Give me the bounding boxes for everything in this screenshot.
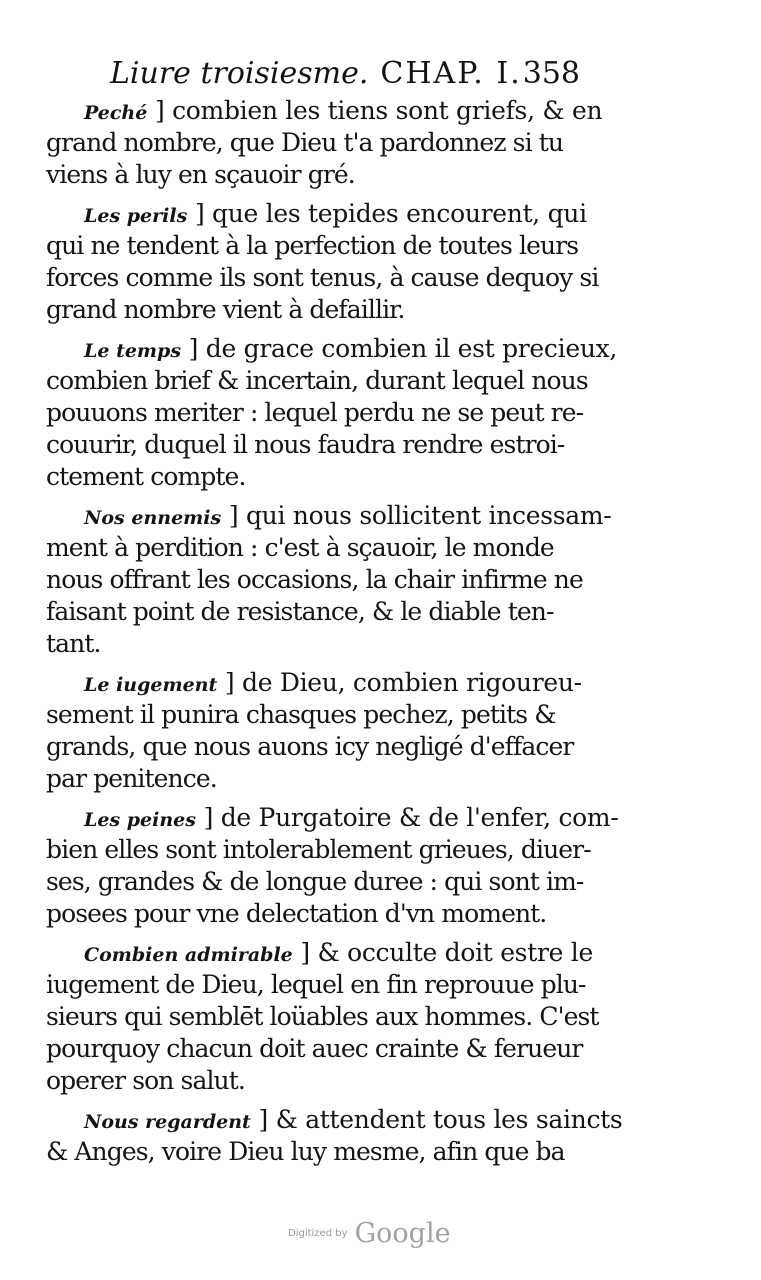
text-line — [46, 628, 576, 660]
text-line — [46, 262, 599, 294]
digitization-watermark — [288, 1218, 488, 1254]
running-header — [110, 52, 580, 96]
line-text: qui ne tendent à la perfection de toutes leurs — [46, 231, 579, 260]
line-text: ] & occulte doit estre le — [300, 938, 593, 967]
page-number: 358 — [522, 56, 580, 91]
gloss-paragraph — [46, 802, 619, 930]
line-text: ] de grace combien il est precieux, — [188, 334, 618, 363]
line-text: & Anges, voire Dieu luy mesme, afin que ba — [46, 1137, 565, 1166]
text-line — [46, 397, 584, 429]
line-text: ] que les tepides encourent, qui — [194, 199, 587, 228]
line-text: bien elles sont intolerablement grieues, diuer- — [46, 835, 591, 864]
text-body — [46, 95, 623, 1168]
text-line — [46, 95, 603, 127]
line-text: grand nombre vient à defaillir. — [46, 295, 405, 324]
paragraph-gap — [46, 660, 576, 667]
text-line — [46, 294, 576, 326]
line-text: sieurs qui semblēt loüables aux hommes. C'est — [46, 1002, 599, 1031]
line-text: grand nombre, que Dieu t'a pardonnez si tu — [46, 128, 564, 157]
line-text: ctement compte. — [46, 462, 246, 491]
line-text: tant. — [46, 629, 101, 658]
paragraph-gap — [46, 326, 576, 333]
line-text: couurir, duquel il nous faudra rendre estroi- — [46, 430, 565, 459]
text-line — [46, 834, 591, 866]
line-text: ] de Dieu, combien rigoureu- — [224, 668, 582, 697]
lemma-term: Les peines — [84, 809, 196, 831]
text-line — [46, 1104, 623, 1136]
lemma-term: Nos ennemis — [84, 507, 222, 529]
google-logo: Google — [354, 1218, 451, 1249]
lemma-term: Le iugement — [84, 674, 218, 696]
text-line — [46, 802, 619, 834]
text-line — [46, 731, 576, 763]
text-line — [46, 127, 576, 159]
text-line — [46, 461, 576, 493]
paragraph-gap — [46, 795, 576, 802]
line-text: ment à perdition : c'est à sçauoir, le monde — [46, 533, 554, 562]
text-line — [46, 1033, 583, 1065]
text-line — [46, 1136, 576, 1168]
line-text: nous offrant les occasions, la chair infirme ne — [46, 565, 583, 594]
line-text: forces comme ils sont tenus, à cause dequoy si — [46, 263, 599, 292]
running-title: Liure troisiesme. — [110, 56, 369, 91]
gloss-paragraph — [46, 667, 582, 795]
text-line — [46, 429, 576, 461]
gloss-paragraph — [46, 95, 603, 191]
gloss-paragraph — [46, 1104, 623, 1168]
text-line — [46, 1001, 599, 1033]
lemma-term: Combien admirable — [84, 944, 293, 966]
lemma-term: Peché — [84, 102, 148, 124]
paragraph-gap — [46, 493, 576, 500]
text-line — [46, 365, 588, 397]
text-line — [46, 159, 576, 191]
text-line — [46, 1065, 576, 1097]
line-text: ] & attendent tous les saincts — [258, 1105, 623, 1134]
gloss-paragraph — [46, 333, 618, 493]
gloss-paragraph — [46, 198, 599, 326]
line-text: faisant point de resistance, & le diable ten- — [46, 597, 554, 626]
line-text: ] de Purgatoire & de l'enfer, com- — [203, 803, 619, 832]
line-text: grands, que nous auons icy negligé d'effacer — [46, 732, 574, 761]
paragraph-gap — [46, 1097, 576, 1104]
line-text: iugement de Dieu, lequel en fin reprouue plu- — [46, 970, 586, 999]
line-text: sement il punira chasques pechez, petits & — [46, 700, 556, 729]
text-line — [46, 667, 582, 699]
line-text: par penitence. — [46, 764, 217, 793]
text-line — [46, 596, 576, 628]
chapter-label: CHAP. I. — [380, 56, 522, 91]
text-line — [46, 230, 579, 262]
text-line — [46, 937, 593, 969]
line-text: pouuons meriter : lequel perdu ne se peut re- — [46, 398, 584, 427]
line-text: ses, grandes & de longue duree : qui sont im- — [46, 867, 584, 896]
text-line — [46, 969, 586, 1001]
gloss-paragraph — [46, 937, 599, 1097]
line-text: pourquoy chacun doit auec crainte & ferueur — [46, 1034, 583, 1063]
text-line — [46, 564, 583, 596]
line-text: ] combien les tiens sont griefs, & en — [155, 96, 603, 125]
text-line — [46, 898, 576, 930]
line-text: viens à luy en sçauoir gré. — [46, 160, 355, 189]
lemma-term: Le temps — [84, 340, 182, 362]
lemma-term: Nous regardent — [84, 1111, 251, 1133]
text-line — [46, 763, 576, 795]
text-line — [46, 532, 576, 564]
line-text: operer son salut. — [46, 1066, 245, 1095]
paragraph-gap — [46, 191, 576, 198]
line-text: ] qui nous sollicitent incessam- — [228, 501, 612, 530]
text-line — [46, 500, 612, 532]
text-line — [46, 866, 584, 898]
lemma-term: Les perils — [84, 205, 188, 227]
text-line — [46, 699, 576, 731]
text-line — [46, 333, 618, 365]
line-text: posees pour vne delectation d'vn moment. — [46, 899, 547, 928]
digitized-by-label: Digitized by — [288, 1228, 348, 1239]
text-line — [46, 198, 587, 230]
paragraph-gap — [46, 930, 576, 937]
line-text: combien brief & incertain, durant lequel nous — [46, 366, 588, 395]
gloss-paragraph — [46, 500, 612, 660]
